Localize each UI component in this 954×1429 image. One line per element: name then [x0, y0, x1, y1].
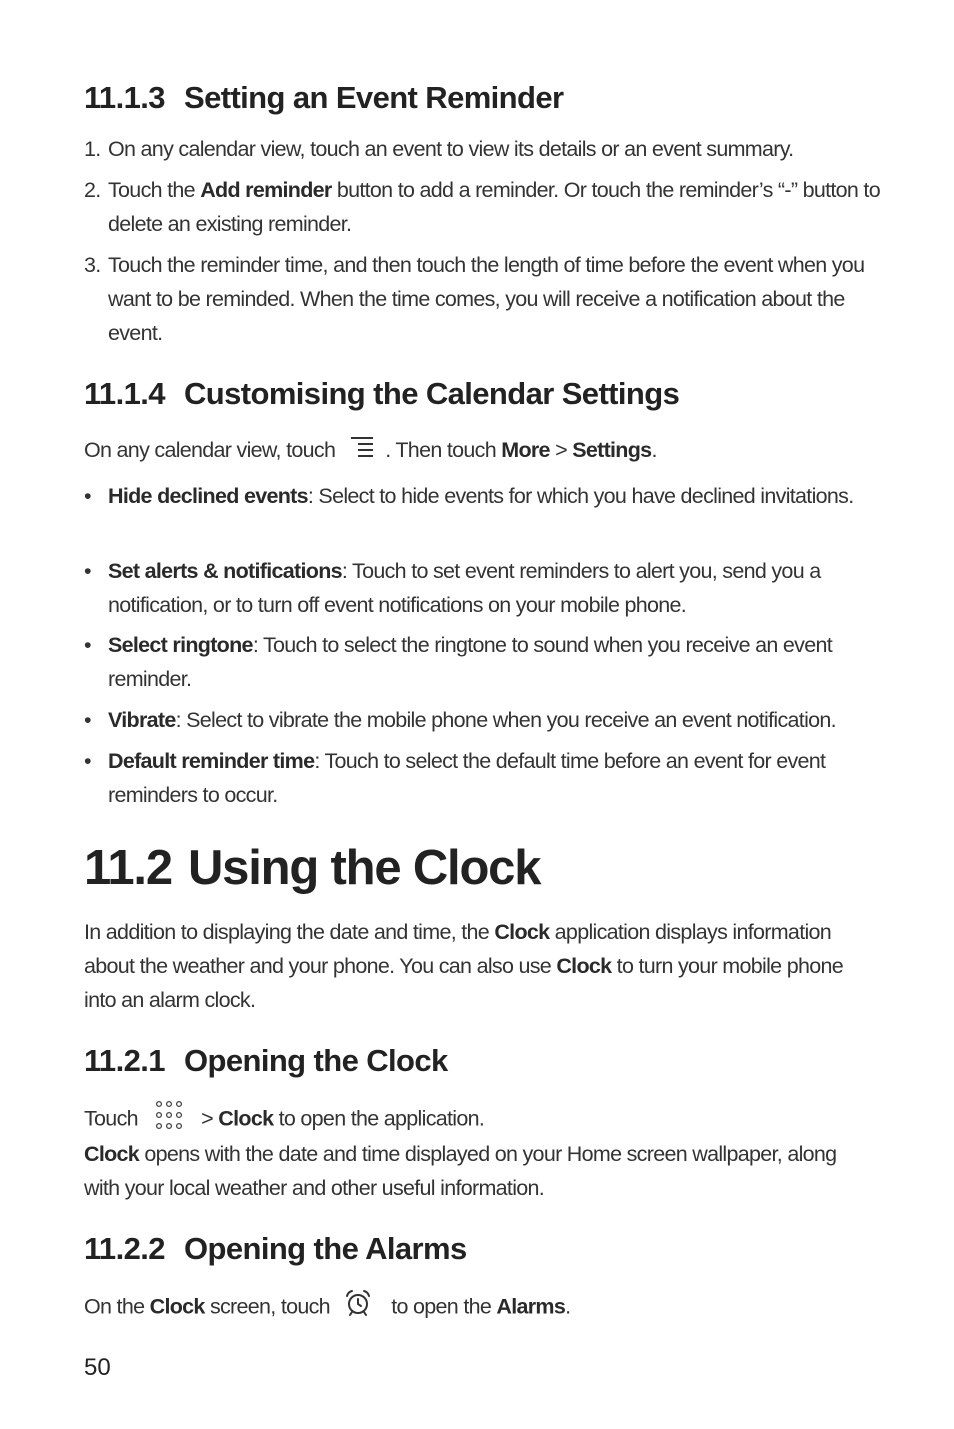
bullet: •	[84, 484, 91, 508]
section-heading-11-1-3	[84, 78, 874, 118]
list-item	[84, 479, 884, 513]
clock-term: Clock	[494, 920, 550, 944]
body-text: application displays information about the weather and your phone. You can also use	[84, 920, 832, 978]
option-name: Hide declined events	[108, 484, 308, 508]
body-text: to open the	[385, 1294, 497, 1319]
option-desc: : Select to hide events for which you have declined invitations.	[307, 484, 854, 508]
intro-text: . Then touch	[385, 438, 502, 462]
list-item	[84, 173, 884, 241]
clock-term: Clock	[556, 954, 612, 978]
clock-term: Clock	[149, 1294, 205, 1319]
option-desc: : Touch to select the default time before an event for event reminders to occur.	[108, 749, 826, 807]
intro-text: On any calendar view, touch	[84, 438, 336, 462]
section-heading-11-1-4	[84, 374, 874, 414]
separator: >	[195, 1106, 219, 1131]
clock-term: Clock	[218, 1106, 274, 1131]
list-item	[84, 703, 884, 737]
list-item	[84, 628, 884, 696]
bullet: •	[84, 633, 91, 657]
apps-grid-icon	[154, 1100, 184, 1140]
step-number: 1.	[84, 137, 101, 161]
option-name: Set alerts & notifications	[108, 559, 342, 583]
body-text: On the	[84, 1294, 150, 1319]
body-text: screen, touch	[204, 1294, 330, 1319]
body-text: opens with the date and time displayed on your Home screen wallpaper, along with your local weather and other useful information.	[84, 1142, 837, 1200]
alarm-clock-icon	[344, 1289, 372, 1327]
option-name: Default reminder time	[108, 749, 315, 773]
body-text: to turn your mobile phone into an alarm clock.	[84, 954, 843, 1012]
step-text: button to add a reminder. Or touch the reminder’s “-” button to delete an existing reminder.	[108, 178, 880, 236]
more-term: More	[501, 438, 550, 462]
section-title: Setting an Event Reminder	[184, 80, 564, 115]
section-title: Opening the Alarms	[184, 1231, 467, 1266]
intro-text: .	[651, 438, 657, 462]
step-text: Touch the	[108, 178, 201, 202]
open-alarms-instruction	[84, 1289, 874, 1327]
step-text: Touch the reminder time, and then touch the length of time before the event when you want to be reminded. When the time comes, you will receive a notification about the event.	[108, 253, 865, 345]
page-number: 50	[84, 1354, 111, 1381]
open-clock-instruction	[84, 1100, 874, 1140]
section-heading-11-2-1	[84, 1041, 874, 1081]
step-number: 3.	[84, 253, 101, 277]
option-desc: : Select to vibrate the mobile phone when you receive an event notification.	[175, 708, 836, 732]
separator: >	[549, 438, 573, 462]
bullet: •	[84, 749, 91, 773]
section-number: 11.2	[84, 841, 172, 895]
section-number: 11.2.2	[84, 1231, 165, 1266]
list-item	[84, 554, 884, 622]
section-number: 11.2.1	[84, 1043, 165, 1078]
list-item	[84, 248, 884, 350]
body-text: to open the application.	[273, 1106, 485, 1131]
option-name: Select ringtone	[108, 633, 253, 657]
clock-description	[84, 1137, 874, 1205]
section-number: 11.1.3	[84, 80, 165, 115]
list-item	[84, 744, 884, 812]
bullet: •	[84, 559, 91, 583]
clock-term: Clock	[84, 1142, 140, 1166]
settings-term: Settings	[572, 438, 652, 462]
option-desc: : Touch to set event reminders to alert you, send you a notification, or to turn off event notifications on your mobile phone.	[108, 559, 821, 617]
body-text: In addition to displaying the date and time, the	[84, 920, 495, 944]
menu-icon	[349, 434, 375, 468]
step-number: 2.	[84, 178, 101, 202]
alarms-term: Alarms	[496, 1294, 566, 1319]
section-title: Customising the Calendar Settings	[184, 376, 680, 411]
section-number: 11.1.4	[84, 376, 165, 411]
settings-intro	[84, 433, 874, 468]
section-heading-11-2	[84, 838, 874, 898]
clock-intro	[84, 915, 874, 1017]
option-name: Vibrate	[108, 708, 176, 732]
section-title: Using the Clock	[188, 841, 541, 895]
step-text: On any calendar view, touch an event to view its details or an event summary.	[108, 137, 794, 161]
option-desc: : Touch to select the ringtone to sound when you receive an event reminder.	[108, 633, 833, 691]
section-title: Opening the Clock	[184, 1043, 448, 1078]
list-item	[84, 132, 884, 166]
body-text: .	[565, 1294, 571, 1319]
body-text: Touch	[84, 1106, 138, 1131]
bullet: •	[84, 708, 91, 732]
section-heading-11-2-2	[84, 1229, 874, 1269]
add-reminder-term: Add reminder	[200, 178, 332, 202]
